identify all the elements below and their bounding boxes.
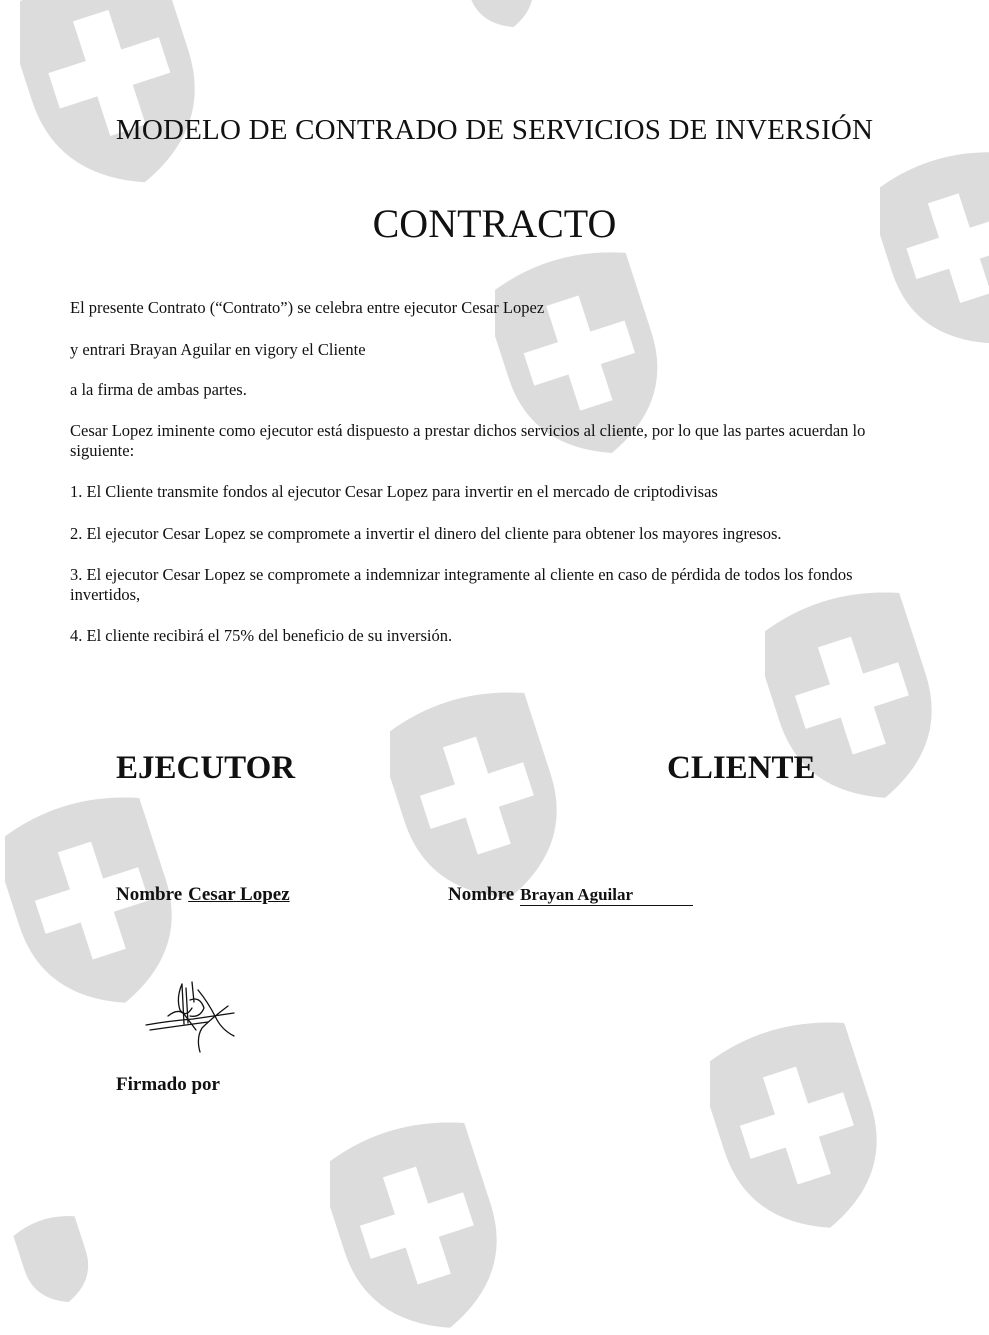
document-title: CONTRACTO bbox=[372, 201, 617, 246]
paragraph-signing: a la firma de ambas partes. bbox=[70, 380, 247, 399]
client-heading: CLIENTE bbox=[667, 750, 816, 786]
paragraph-parties: y entrari Brayan Aguilar en vigory el Cliente bbox=[70, 340, 366, 359]
document-heading: MODELO DE CONTRADO DE SERVICIOS DE INVERSIÓN bbox=[115, 114, 874, 146]
client-name-line bbox=[448, 884, 693, 906]
name-label: Nombre bbox=[448, 884, 515, 905]
executor-heading: EJECUTOR bbox=[116, 750, 296, 786]
client-name: Brayan Aguilar bbox=[520, 885, 693, 906]
clause-4: 4. El cliente recibirá el 75% del beneficio de su inversión. bbox=[70, 626, 453, 645]
clause-2: 2. El ejecutor Cesar Lopez se compromete a invertir el dinero del cliente para obtener los mayores ingresos. bbox=[70, 524, 782, 543]
paragraph-intro: El presente Contrato (“Contrato”) se celebra entre ejecutor Cesar Lopez bbox=[70, 298, 545, 317]
clause-3: 3. El ejecutor Cesar Lopez se compromete a indemnizar integramente al cliente en caso de pérdida de todos los fondos invertidos, bbox=[70, 565, 853, 604]
executor-name-line bbox=[116, 884, 290, 906]
clause-1: 1. El Cliente transmite fondos al ejecutor Cesar Lopez para invertir en el mercado de criptodivisas bbox=[70, 482, 718, 501]
name-label: Nombre bbox=[116, 884, 183, 905]
signature-image bbox=[138, 978, 238, 1056]
paragraph-agreement: Cesar Lopez iminente como ejecutor está dispuesto a prestar dichos servicios al cliente, por lo que las partes acuerdan lo siguiente: bbox=[70, 421, 866, 460]
signed-by-label: Firmado por bbox=[116, 1074, 220, 1095]
executor-name: Cesar Lopez bbox=[188, 884, 290, 905]
